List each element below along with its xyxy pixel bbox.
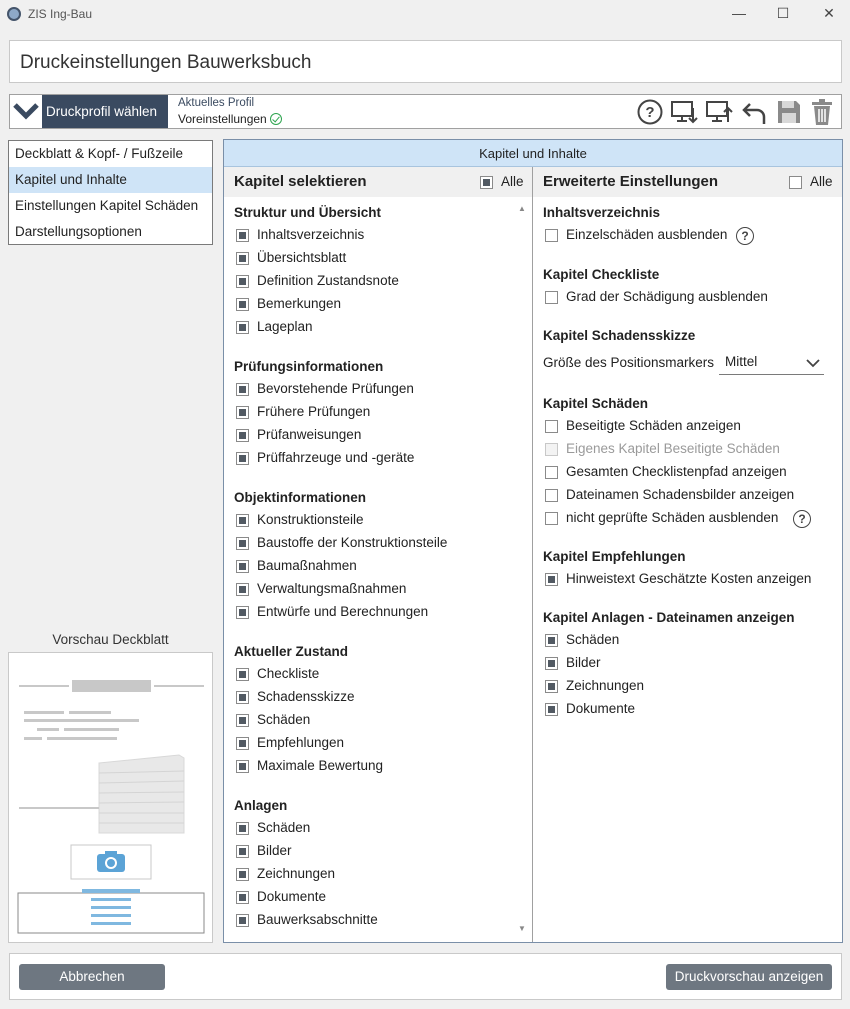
help-icon[interactable]: ? bbox=[736, 227, 754, 245]
section-title-structure: Struktur und Übersicht bbox=[234, 205, 382, 220]
settings-nav bbox=[8, 140, 213, 245]
current-profile-caption: Aktuelles Profil bbox=[178, 97, 255, 109]
chapters-panel: Kapitel und Inhalte Kapitel selektieren Alle ▲ ▼ Struktur und Übersicht Inhaltsverzeichnis Übersichtsblatt Definition Zustandsnote Bemerkungen Lageplan Prüfungsinformationen Bevorstehende Prüfungen Frühere Prüfungen Prüfanweisungen Prüffahrzeuge und -geräte Objektinformationen Konstruktionsteile Baustoffe der Konstruktionsteile Baumaßnahmen Verwaltungsmaßnahmen Entwürfe und Berechnungen Aktueller Zustand Checkliste Schadensskizze Schäden Empfehlungen Maximale Bewertung Anlagen Schäden Bilder Zeichnungen Dokumente Bauwerksabschnitte Erweiterte Einstellungen Alle Inhaltsverzeichnis Einzelschäden ausblenden ? Kapitel Checkliste Grad der Schädigung ausblenden Kapitel Schadensskizze Größe des Positionsmarkers Mittel Kapitel Schäden Beseitigte Schäden anzeigen Eigenes Kapitel Beseitigte Schäden Gesamten Checklistenpfad anzeigen Dateinamen Schadensbilder anzeigen nicht geprüfte Schäden ausblenden ? Kapitel Empfehlungen Hinweistext Geschätzte Kosten anzeigen Kapitel Anlagen - Dateinamen anzeigen Schäden Bilder Zeichnungen Dokumente bbox=[223, 139, 843, 943]
scroll-down-arrow[interactable]: ▼ bbox=[518, 924, 526, 933]
page-title: Druckeinstellungen Bauwerksbuch bbox=[20, 52, 312, 73]
current-profile-value: Voreinstellungen bbox=[178, 112, 282, 126]
chevron-down-icon bbox=[10, 95, 42, 128]
select-profile-button[interactable] bbox=[10, 95, 168, 128]
profile-bar bbox=[9, 94, 842, 129]
section-title-damages: Kapitel Schäden bbox=[543, 396, 649, 411]
help-icon[interactable]: ? bbox=[793, 510, 811, 528]
marker-size-select[interactable]: Mittel bbox=[719, 351, 824, 375]
checkbox[interactable] bbox=[789, 176, 802, 189]
cover-preview bbox=[8, 652, 213, 943]
select-profile-label: Druckprofil wählen bbox=[46, 104, 158, 119]
checkbox[interactable] bbox=[480, 176, 493, 189]
svg-text:?: ? bbox=[645, 104, 655, 121]
section-title-attachment-filenames: Kapitel Anlagen - Dateinamen anzeigen bbox=[543, 610, 795, 625]
section-title-checklist: Kapitel Checkliste bbox=[543, 267, 660, 282]
chevron-down-icon bbox=[806, 358, 820, 368]
advanced-settings-header: Erweiterte Einstellungen Alle bbox=[533, 167, 842, 197]
scroll-up-arrow[interactable]: ▲ bbox=[518, 204, 526, 213]
section-title-attachments: Anlagen bbox=[234, 798, 288, 813]
help-icon[interactable] bbox=[636, 98, 664, 126]
section-title-sketch: Kapitel Schadensskizze bbox=[543, 328, 696, 343]
section-title-object: Objektinformationen bbox=[234, 490, 367, 505]
export-profile-icon[interactable] bbox=[705, 98, 733, 126]
advanced-settings-title: Erweiterte Einstellungen bbox=[543, 173, 719, 190]
app-logo-icon bbox=[7, 7, 21, 21]
section-title-inspection: Prüfungsinformationen bbox=[234, 359, 384, 374]
nav-item-cover-page[interactable]: Deckblatt & Kopf- / Fußzeile bbox=[15, 146, 184, 161]
maximize-button[interactable]: ☐ bbox=[776, 5, 790, 21]
nav-item-chapters[interactable]: Kapitel und Inhalte bbox=[9, 167, 212, 193]
select-chapters-header: Kapitel selektieren Alle bbox=[224, 167, 532, 197]
marker-size-label: Größe des Positionsmarkers bbox=[543, 355, 715, 370]
delete-icon[interactable] bbox=[808, 98, 836, 126]
section-title-condition: Aktueller Zustand bbox=[234, 644, 349, 659]
import-profile-icon[interactable] bbox=[670, 98, 698, 126]
minimize-button[interactable]: — bbox=[732, 5, 746, 21]
title-bar bbox=[0, 0, 850, 28]
section-title-toc: Inhaltsverzeichnis bbox=[543, 205, 661, 220]
undo-icon[interactable] bbox=[740, 98, 768, 126]
save-icon[interactable] bbox=[775, 98, 803, 126]
window-title: ZIS Ing-Bau bbox=[28, 7, 93, 21]
cover-preview-image bbox=[9, 653, 212, 942]
nav-item-damage-settings[interactable]: Einstellungen Kapitel Schäden bbox=[15, 198, 199, 213]
print-preview-button[interactable]: Druckvorschau anzeigen bbox=[666, 964, 832, 990]
select-chapters-title: Kapitel selektieren bbox=[234, 173, 367, 190]
footer bbox=[9, 953, 842, 1000]
section-title-recommendations: Kapitel Empfehlungen bbox=[543, 549, 686, 564]
preview-label: Vorschau Deckblatt bbox=[52, 632, 169, 647]
column-divider bbox=[532, 167, 533, 942]
nav-item-display-options[interactable]: Darstellungsoptionen bbox=[15, 224, 142, 239]
cancel-button[interactable]: Abbrechen bbox=[19, 964, 165, 990]
close-button[interactable]: ✕ bbox=[823, 5, 835, 21]
check-circle-icon bbox=[270, 113, 282, 125]
header bbox=[9, 40, 842, 83]
tab-chapters: Kapitel und Inhalte bbox=[224, 140, 842, 167]
